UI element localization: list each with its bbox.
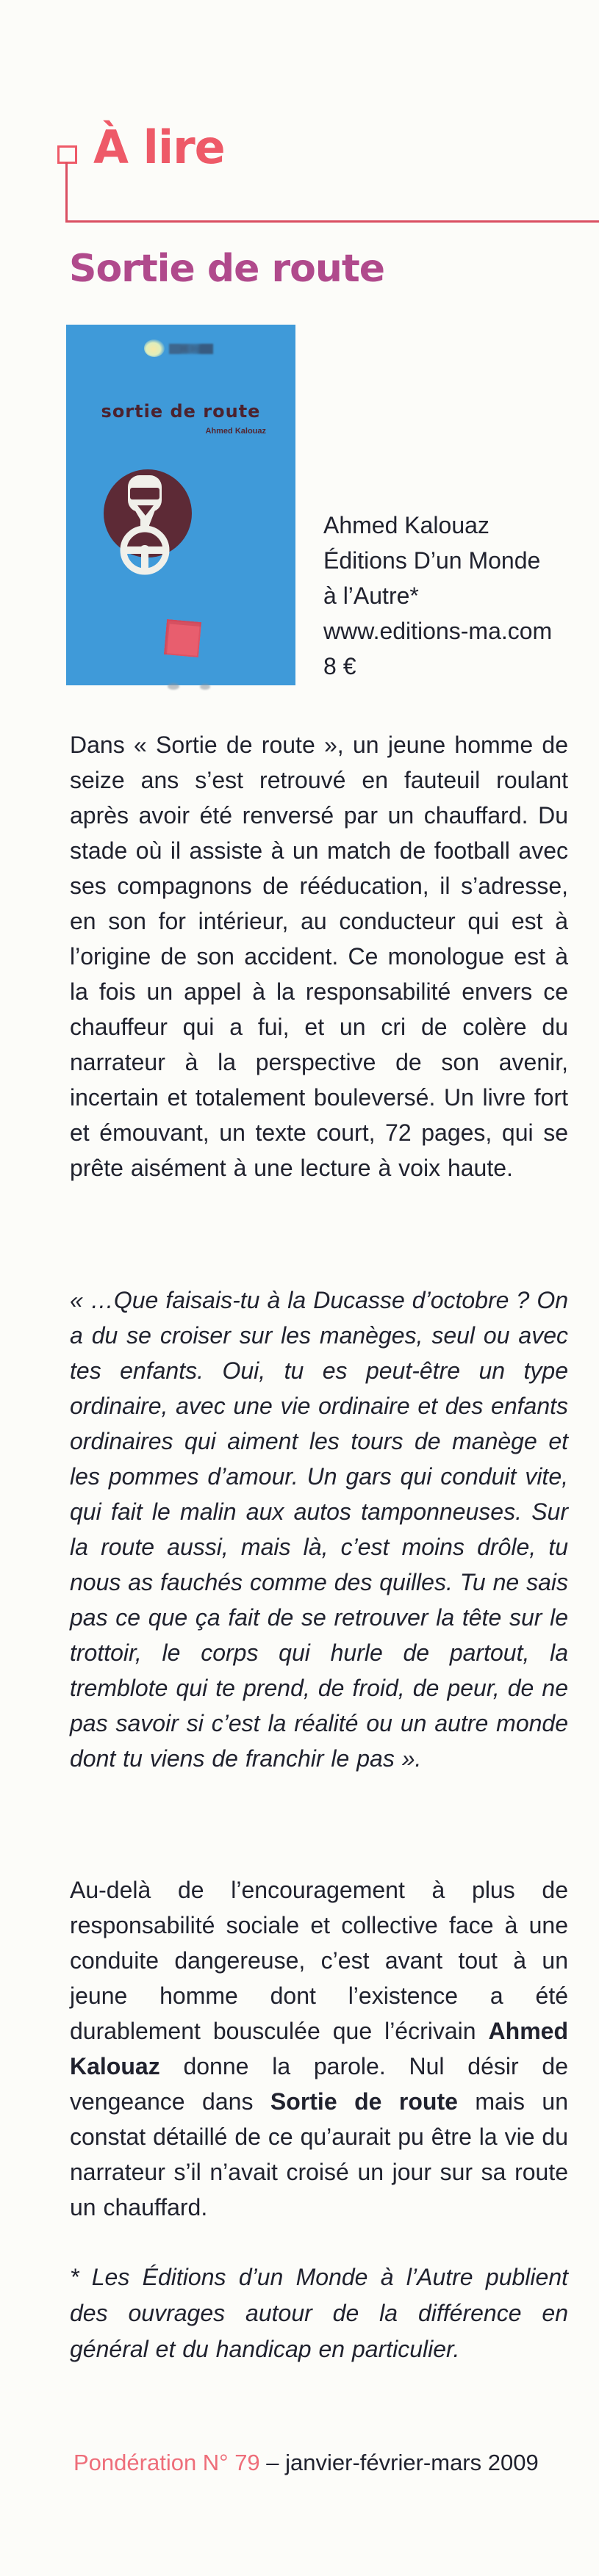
cover-pink-sticker — [164, 619, 201, 657]
book-excerpt-quote: « …Que faisais-tu à la Ducasse d’octobre ? On a du se croiser sur les manèges, seul ou avec tes enfants. Oui, tu es peut-être un type ordinaire, avec une vie ordinaire et des enfants ordinaires qui aiment les tours de manège et les pommes d’amour. Un gars qui conduit vite, qui fait le malin aux autos tamponneuses. Sur la route aussi, mais là, c’est moins drôle, tu nous as fauchés comme des quilles. Tu ne sais pas ce que ça fait de se retrouver la tête sur le trottoir, le corps qui hurle de partout, la tremblote qui te prend, de froid, de peur, de ne pas savoir si c’est la réalité ou un autre monde dont tu viens de franchir le pas ». — [70, 1287, 568, 1772]
book-price: 8 € — [323, 653, 356, 679]
issue-date: – janvier-février-mars 2009 — [259, 2450, 539, 2475]
cover-book-title: sortie de route — [101, 401, 261, 422]
article-title: Sortie de route — [69, 247, 384, 291]
scan-smudge — [168, 683, 179, 690]
page-footer — [73, 2450, 539, 2476]
section-title: À lire — [93, 120, 225, 174]
cover-book-author: Ahmed Kalouaz — [205, 427, 266, 436]
publisher-website: www.editions-ma.com — [323, 618, 553, 644]
book-author: Ahmed Kalouaz — [323, 512, 489, 538]
journal-name: Pondération N° 79 — [73, 2450, 260, 2475]
book-info — [323, 508, 552, 684]
book-publisher-line1: Éditions D’un Monde — [323, 547, 541, 574]
book-cover — [66, 325, 295, 685]
header-horizontal-rule — [65, 220, 599, 223]
review-conclusion-paragraph: Au-delà de l’encouragement à plus de responsabilité sociale et collective face à une conduite dangereuse, c’est avant tout à un jeune homme dont l’existence a été durablement bousculée que l’écrivain Ahmed Kalouaz donne la parole. Nul désir de vengeance dans Sortie de route mais un constat détaillé de ce qu’aurait pu être la vie du narrateur s’il n’avait croisé un jour sur sa route un chauffard. — [70, 1877, 569, 2220]
book-publisher-line2: à l’Autre* — [323, 582, 419, 609]
header-vertical-rule — [65, 162, 68, 222]
scan-smudge — [200, 684, 210, 690]
review-paragraph: Dans « Sortie de route », un jeune homme de seize ans s’est retrouvé en fauteuil roulant après avoir été renversé par un chauffard. Du stade où il assiste à un match de football avec ses compagnons de rééducation, il s’adresse, en son for intérieur, au conducteur qui est à l’origine de son accident. Ce monologue est à la fois un appel à la responsabilité envers ce chauffeur qui a fui, et un cri de colère du narrateur à la perspective de son avenir, incertain et totalement bouleversé. Un livre fort et émouvant, un texte court, 72 pages, qui se prête aisément à une lecture à voix haute. — [70, 732, 568, 1181]
section-marker-square-icon — [57, 145, 77, 164]
publisher-footnote: * Les Éditions d’un Monde à l’Autre publient des ouvrages autour de la différence en général et du handicap en particulier. — [70, 2264, 568, 2362]
